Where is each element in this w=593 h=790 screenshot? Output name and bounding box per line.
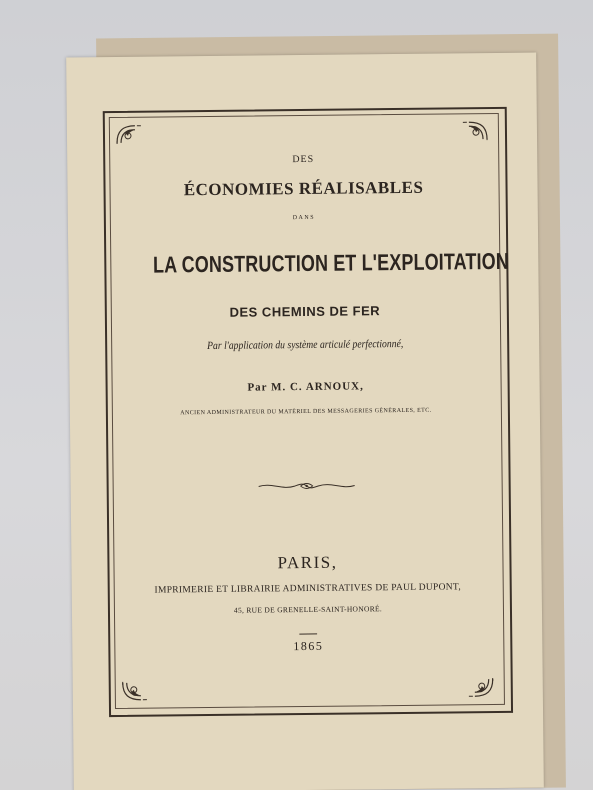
imprint-address: 45, RUE DE GRENELLE-SAINT-HONORÉ. [233,604,383,615]
title-line-economies: ÉCONOMIES RÉALISABLES [183,177,424,200]
scroll-flourish-ornament-icon [257,479,357,492]
subtitle-application: Par l'application du système articulé perfectionné, [207,337,404,353]
imprint-city: PARIS, [277,552,338,573]
imprint-year: 1865 [293,638,324,654]
corner-ornament-bottom-right-icon [467,677,495,699]
subtitle-chemins-de-fer: DES CHEMINS DE FER [229,303,381,320]
title-line-dans: DANS [292,214,316,222]
main-title: LA CONSTRUCTION ET L'EXPLOITATION [152,247,510,278]
author-credentials: ANCIEN ADMINISTRATEUR DU MATÉRIEL DES MESSAGERIES GÉNÉRALES, ETC. [180,407,432,417]
author-line: Par M. C. ARNOUX, [247,380,364,394]
corner-ornament-top-right-icon [461,119,489,141]
corner-ornament-top-left-icon [115,123,143,145]
imprint-publisher: IMPRIMERIE ET LIBRAIRIE ADMINISTRATIVES DE PAUL DUPONT, [154,582,462,596]
title-line-des: DES [292,153,315,166]
title-page [66,53,544,790]
corner-ornament-bottom-left-icon [121,681,149,703]
